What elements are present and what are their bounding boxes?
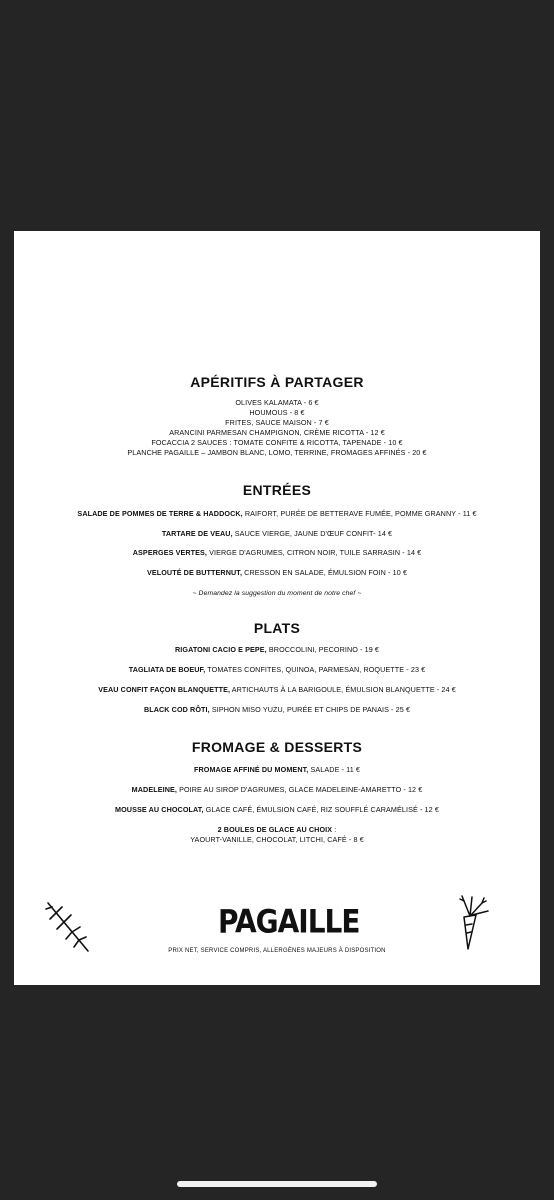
plat-item <box>14 645 540 655</box>
dish-name: MADELEINE, <box>131 785 177 794</box>
dish-description: BROCCOLINI, PECORINO - 19 € <box>266 645 380 654</box>
glace-flavors: YAOURT-VANILLE, CHOCOLAT, LITCHI, CAFÉ - 8 € <box>190 835 364 844</box>
plats-title: PLATS <box>253 620 301 636</box>
desserts-title: FROMAGE & DESSERTS <box>191 739 363 755</box>
dish-description: POIRE AU SIROP D'AGRUMES, GLACE MADELEINE-AMARETTO - 12 € <box>176 785 423 794</box>
dish-name: BLACK COD RÔTI, <box>143 705 210 714</box>
home-indicator[interactable] <box>177 1181 377 1187</box>
pagaille-logo: PAGAILLE <box>218 902 360 941</box>
dish-name: 2 BOULES DE GLACE AU CHOIX <box>217 825 333 834</box>
dish-name: RIGATONI CACIO E PEPE, <box>174 645 267 654</box>
dish-name: MOUSSE AU CHOCOLAT, <box>115 805 204 814</box>
aperitif-item: FRITES, SAUCE MAISON - 7 € <box>225 418 329 427</box>
aperitifs-title: APÉRITIFS À PARTAGER <box>190 374 364 390</box>
dish-description: ARTICHAUTS À LA BARIGOULE, ÉMULSION BLANQUETTE - 24 € <box>230 685 456 694</box>
aperitif-item: ARANCINI PARMESAN CHAMPIGNON, CRÈME RICOTTA - 12 € <box>169 428 385 437</box>
dish-name: SALADE DE POMMES DE TERRE & HADDOCK, <box>77 509 243 518</box>
dessert-item <box>14 825 540 835</box>
plat-item <box>14 665 540 675</box>
aperitif-item: FOCACCIA 2 SAUCES : TOMATE CONFITE & RICOTTA, TAPENADE - 10 € <box>151 438 403 447</box>
entree-item <box>14 568 540 578</box>
entree-item <box>14 548 540 558</box>
dish-description: VIERGE D'AGRUMES, CITRON NOIR, TUILE SARRASIN - 14 € <box>207 548 422 557</box>
menu-page <box>14 231 540 985</box>
carrot-icon <box>450 893 494 953</box>
chef-suggestion-note: ~ Demandez la suggestion du moment de notre chef ~ <box>192 590 362 597</box>
aperitif-item: HOUMOUS - 8 € <box>249 408 305 417</box>
dessert-item <box>14 785 540 795</box>
dish-description: SALADE - 11 € <box>308 765 361 774</box>
aperitif-item: PLANCHE PAGAILLE – JAMBON BLANC, LOMO, TERRINE, FROMAGES AFFINÉS - 20 € <box>127 448 427 457</box>
dish-name: ASPERGES VERTES, <box>132 548 208 557</box>
dish-name: VEAU CONFIT FAÇON BLANQUETTE, <box>98 685 231 694</box>
dish-name: TARTARE DE VEAU, <box>161 529 233 538</box>
dish-name: TAGLIATA DE BOEUF, <box>128 665 206 674</box>
plat-item <box>14 685 540 695</box>
dish-description: SAUCE VIERGE, JAUNE D'ŒUF CONFIT- 14 € <box>232 529 393 538</box>
dessert-item <box>14 805 540 815</box>
entree-item <box>14 529 540 539</box>
entrees-title: ENTRÉES <box>242 482 312 498</box>
dish-description: : <box>332 825 337 834</box>
herb-sprig-icon <box>44 899 92 955</box>
dish-description: RAIFORT, PURÉE DE BETTERAVE FUMÉE, POMME GRANNY - 11 € <box>242 509 477 518</box>
dish-description: SIPHON MISO YUZU, PURÉE ET CHIPS DE PANAIS - 25 € <box>209 705 411 714</box>
dish-description: CRESSON EN SALADE, ÉMULSION FOIN - 10 € <box>242 568 408 577</box>
plat-item <box>14 705 540 715</box>
entree-item <box>14 509 540 519</box>
aperitif-item: OLIVES KALAMATA - 6 € <box>235 398 319 407</box>
dish-description: GLACE CAFÉ, ÉMULSION CAFÉ, RIZ SOUFFLÉ CARAMÉLISÉ - 12 € <box>203 805 439 814</box>
footer-note: PRIX NET, SERVICE COMPRIS, ALLERGÈNES MAJEURS À DISPOSITION <box>168 948 386 954</box>
dish-name: VELOUTÉ DE BUTTERNUT, <box>146 568 243 577</box>
dessert-item <box>14 765 540 775</box>
dish-name: FROMAGE AFFINÉ DU MOMENT, <box>193 765 309 774</box>
dish-description: TOMATES CONFITES, QUINOA, PARMESAN, ROQUETTE - 23 € <box>205 665 426 674</box>
